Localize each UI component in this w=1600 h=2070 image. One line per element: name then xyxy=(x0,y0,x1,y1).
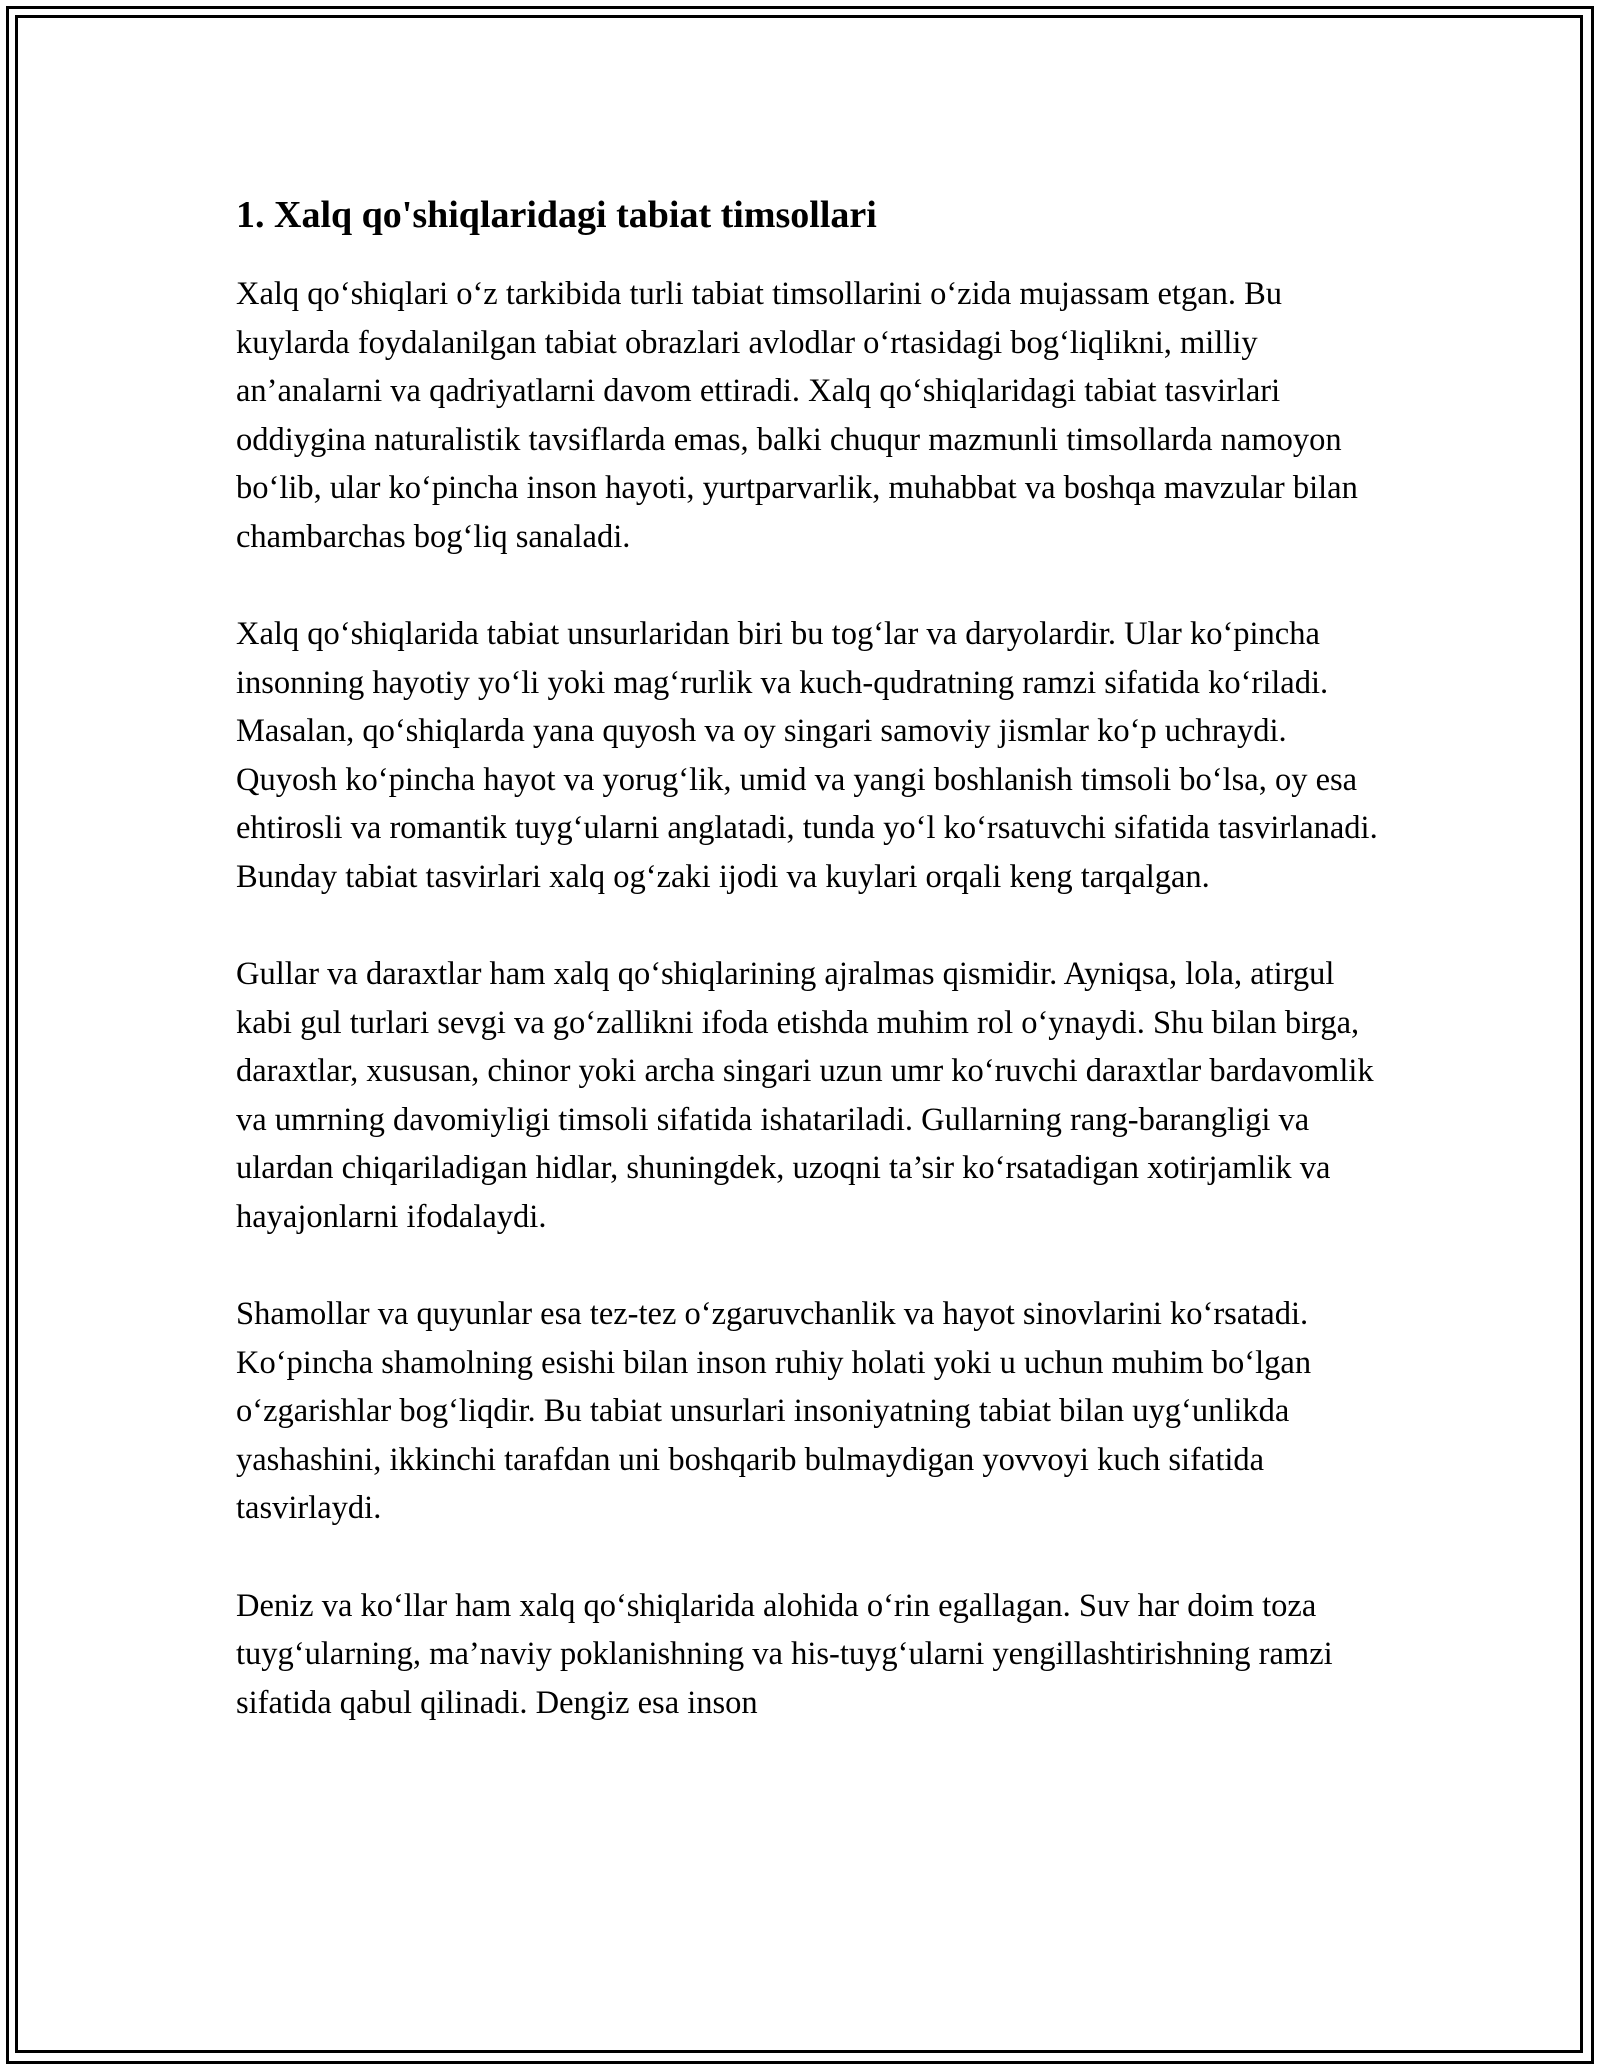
section-heading: 1. Xalq qo'shiqlaridagi tabiat timsollari xyxy=(236,194,877,236)
paragraph-3: Gullar va daraxtlar ham xalq qo‘shiqlarining ajralmas qismidir. Ayniqsa, lola, atirgul kabi gul turlari sevgi va go‘zallikni ifoda etishda muhim rol o‘ynaydi. Shu bilan birga, daraxtlar, xususan, chinor yoki archa singari uzun umr ko‘ruvchi daraxtlar bardavomlik va umrning davomiyligi timsoli sifatida ishatariladi. Gullarning rang-barangligi va ulardan chiqariladigan hidlar, shuningdek, uzoqni ta’sir ko‘rsatadigan xotirjamlik va hayajonlarni ifodalaydi. xyxy=(236,956,1374,1235)
paragraph-1: Xalq qo‘shiqlari o‘z tarkibida turli tabiat timsollarini o‘zida mujassam etgan. Bu kuylarda foydalanilgan tabiat obrazlari avlodlar o‘rtasidagi bog‘liqlikni, milliy an’analarni va qadriyatlarni davom ettiradi. Xalq qo‘shiqlaridagi tabiat tasvirlari oddiygina naturalistik tavsiflarda emas, balki chuqur mazmunli timsollarda namoyon bo‘lib, ular ko‘pincha inson hayoti, yurtparvarlik, muhabbat va boshqa mavzular bilan chambarchas bog‘liq sanaladi. xyxy=(236,276,1358,555)
paragraph-5: Deniz va ko‘llar ham xalq qo‘shiqlarida alohida o‘rin egallagan. Suv har doim toza tuyg‘ularning, ma’naviy poklanishning va his-tuyg‘ularni yengillashtirishning ramzi sifatida qabul qilinadi. Dengiz esa inson xyxy=(236,1587,1333,1721)
paragraph-4: Shamollar va quyunlar esa tez-tez o‘zgaruvchanlik va hayot sinovlarini ko‘rsatadi. Ko‘pincha shamolning esishi bilan inson ruhiy holati yoki u uchun muhim bo‘lgan o‘zgarishlar bog‘liqdir. Bu tabiat unsurlari insoniyatning tabiat bilan uyg‘unlikda yashashini, ikkinchi tarafdan uni boshqarib bulmaydigan yovvoyi kuch sifatida tasvirlaydi. xyxy=(236,1296,1312,1526)
document-body xyxy=(236,190,1386,1776)
paragraph-2: Xalq qo‘shiqlarida tabiat unsurlaridan biri bu tog‘lar va daryolardir. Ular ko‘pincha insonning hayotiy yo‘li yoki mag‘rurlik va kuch-qudratning ramzi sifatida ko‘riladi. Masalan, qo‘shiqlarda yana quyosh va oy singari samoviy jismlar ko‘p uchraydi. Quyosh ko‘pincha hayot va yorug‘lik, umid va yangi boshlanish timsoli bo‘lsa, oy esa ehtirosli va romantik tuyg‘ularni anglatadi, tunda yo‘l ko‘rsatuvchi sifatida tasvirlanadi. Bunday tabiat tasvirlari xalq og‘zaki ijodi va kuylari orqali keng tarqalgan. xyxy=(236,616,1378,895)
